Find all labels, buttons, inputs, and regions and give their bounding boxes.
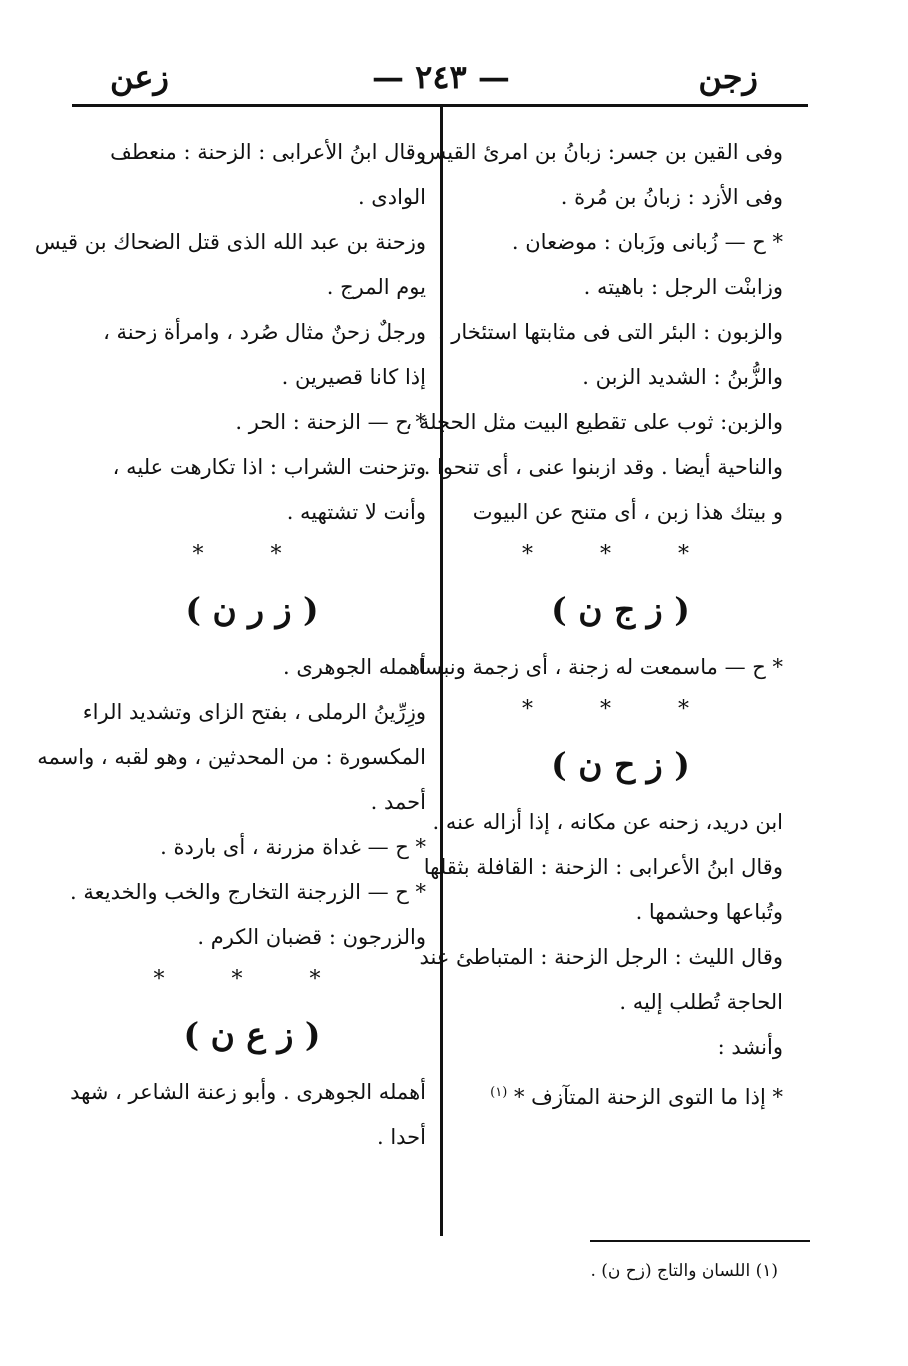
section-separator: * * * xyxy=(522,697,719,722)
entry-heading: ( ز ع ن ) xyxy=(183,1015,321,1054)
text-line: * ح — الزحنة : الحر . xyxy=(235,410,426,434)
entry-heading: ( ز ر ن ) xyxy=(185,590,319,629)
right-column xyxy=(404,130,783,1115)
text-line: * ح — الزرجنة التخارج والخب والخديعة . xyxy=(70,880,426,904)
text-line: وفى القين بن جسر: زبانُ بن امرئ القيس . xyxy=(407,140,783,164)
text-line: وفى الأزد : زبانُ بن مُرة . xyxy=(560,185,783,209)
text-line: يوم المرج . xyxy=(326,275,426,299)
text-line: ابن دريد، زحنه عن مكانه ، إذا أزاله عنه . xyxy=(432,810,783,834)
text-line: أحدا . xyxy=(376,1125,426,1149)
section-separator: * * * xyxy=(153,967,351,992)
verse-line xyxy=(458,1070,783,1115)
running-head-right: زجن xyxy=(698,58,758,96)
footnote-marker: (١) xyxy=(490,1085,508,1100)
text-line: وقال الليث : الرجل الزحنة : المتباطئ عند xyxy=(419,945,783,969)
text-line: والزبن: ثوب على تقطيع البيت مثل الحجلة ، xyxy=(405,410,783,434)
text-line: والزرجون : قضبان الكرم . xyxy=(197,925,426,949)
page-header xyxy=(0,48,908,104)
entry-heading: ( ز ح ن ) xyxy=(551,745,690,784)
text-line: وتُباعها وحشمها . xyxy=(635,900,783,924)
verse-text: * إذا ما التوى الزحنة المتآزف * xyxy=(514,1085,783,1109)
text-line: وأنشد : xyxy=(717,1035,783,1059)
text-line: * ح — زُبانى وزَبان : موضعان . xyxy=(511,230,783,254)
text-line: وتزحنت الشراب : اذا تكارهت عليه ، xyxy=(112,455,426,479)
text-line: أحمد . xyxy=(370,790,426,814)
page-number: — ٢٤٣ — xyxy=(372,58,510,96)
text-line: وقال ابنُ الأعرابى : الزحنة : القافلة بثقلها xyxy=(423,855,783,879)
text-line: * ح — غداة مزرنة ، أى باردة . xyxy=(160,835,426,859)
entry-heading: ( ز ج ن ) xyxy=(551,590,690,629)
running-head-left: زعن xyxy=(110,58,169,96)
section-separator: * * * xyxy=(522,542,719,567)
text-line: وأنت لا تشتهيه . xyxy=(286,500,426,524)
section-separator: * * xyxy=(192,542,312,567)
text-line: والزبون : البئر التى فى مثابتها استئخار . xyxy=(437,320,783,344)
text-line: والناحية أيضا . وقد ازبنوا عنى ، أى تنحوا . xyxy=(423,455,783,479)
text-line: ورجلٌ زحنٌ مثال صُرد ، وامرأة زحنة ، xyxy=(103,320,426,344)
text-line: الوادى . xyxy=(357,185,426,209)
text-line: والزُّبنُ : الشديد الزبن . xyxy=(582,365,783,389)
text-line: وزابنْت الرجل : باهيته . xyxy=(583,275,783,299)
text-line: و بيتك هذا زبن ، أى متنح عن البيوت xyxy=(472,500,783,524)
text-line: إذا كانا قصيرين . xyxy=(281,365,426,389)
footnote-rule xyxy=(590,1240,810,1242)
text-line: أهمله الجوهرى . xyxy=(282,655,426,679)
text-line: وزِرِّينُ الرملى ، بفتح الزاى وتشديد الراء xyxy=(82,700,426,724)
text-line: وقال ابنُ الأعرابى : الزحنة : منعطف xyxy=(110,140,426,164)
text-line: أهمله الجوهرى . وأبو زعنة الشاعر ، شهد xyxy=(70,1080,426,1104)
text-line: الحاجة تُطلب إليه . xyxy=(619,990,783,1014)
left-column xyxy=(34,130,426,1160)
text-line: * ح — ماسمعت له زجنة ، أى زجمة ونبسا . xyxy=(404,655,783,679)
text-line: المكسورة : من المحدثين ، وهو لقبه ، واسمه xyxy=(37,745,426,769)
footnote: (١) اللسان والتاج (زح ن) . xyxy=(590,1261,778,1281)
text-line: وزحنة بن عبد الله الذى قتل الضحاك بن قيس xyxy=(34,230,426,254)
